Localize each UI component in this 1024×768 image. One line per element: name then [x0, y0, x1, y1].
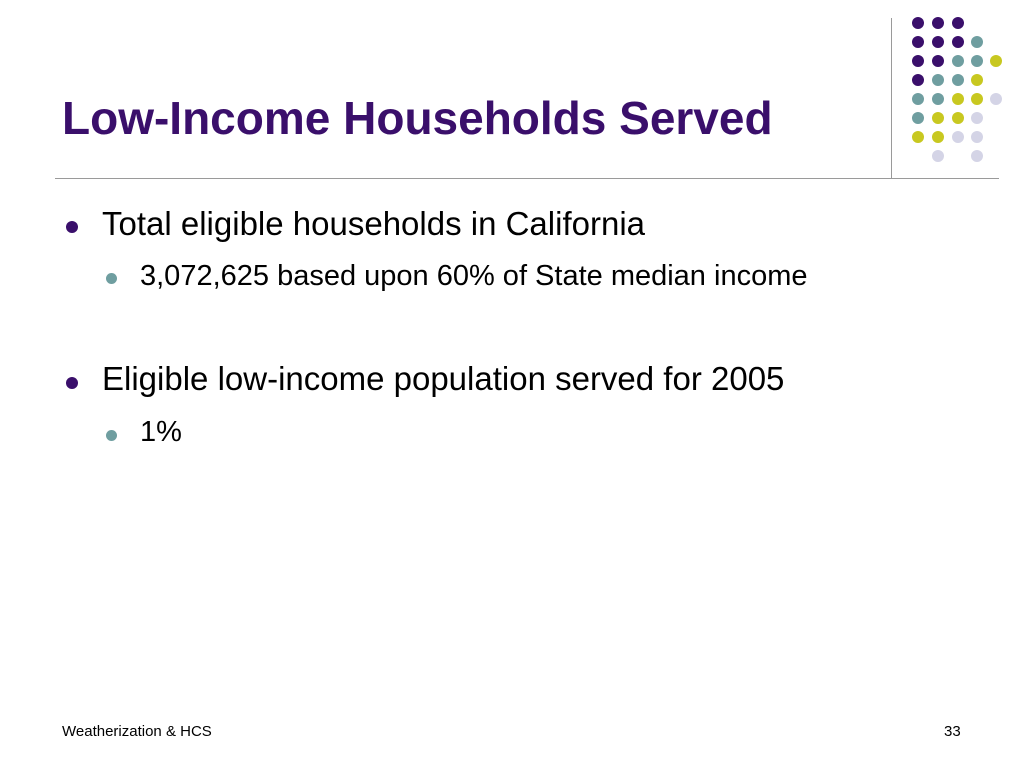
decor-dot	[932, 93, 944, 105]
decor-dot	[971, 36, 983, 48]
decor-dot	[932, 55, 944, 67]
decor-dot	[952, 112, 964, 124]
sub-bullet-dot-icon	[106, 430, 117, 441]
decor-dot	[971, 131, 983, 143]
decor-dot	[990, 55, 1002, 67]
decor-dot	[932, 36, 944, 48]
decor-dot	[912, 131, 924, 143]
decor-dot	[912, 112, 924, 124]
decor-dot	[971, 150, 983, 162]
bullet-item: Eligible low-income population served for 2005	[102, 360, 785, 397]
decor-dot	[952, 17, 964, 29]
bullet-dot-icon	[66, 221, 78, 233]
decor-dot	[912, 74, 924, 86]
decor-dot	[971, 112, 983, 124]
decor-dot	[952, 36, 964, 48]
title-divider	[55, 178, 999, 179]
slide-number: 33	[944, 723, 961, 740]
decor-dot	[932, 112, 944, 124]
decor-dot	[990, 93, 1002, 105]
decor-dot	[932, 150, 944, 162]
sub-bullet-dot-icon	[106, 273, 117, 284]
decor-dot	[912, 17, 924, 29]
decor-dot	[971, 93, 983, 105]
decor-dot	[971, 74, 983, 86]
decor-dot	[912, 36, 924, 48]
vertical-divider	[891, 18, 892, 178]
bullet-item: Total eligible households in California	[102, 205, 646, 242]
decor-dot	[912, 93, 924, 105]
decor-dot	[952, 93, 964, 105]
decor-dot	[952, 55, 964, 67]
decor-dot	[912, 55, 924, 67]
decor-dot	[932, 74, 944, 86]
bullet-dot-icon	[66, 377, 78, 389]
sub-bullet-item: 3,072,625 based upon 60% of State median income	[140, 260, 808, 292]
sub-bullet-item: 1%	[140, 416, 182, 448]
decor-dot	[952, 131, 964, 143]
slide-title: Low-Income Households Served	[62, 92, 773, 144]
decor-dot	[971, 55, 983, 67]
decor-dot	[952, 74, 964, 86]
decor-dot	[932, 17, 944, 29]
decor-dot	[932, 131, 944, 143]
footer-text: Weatherization & HCS	[62, 723, 212, 740]
